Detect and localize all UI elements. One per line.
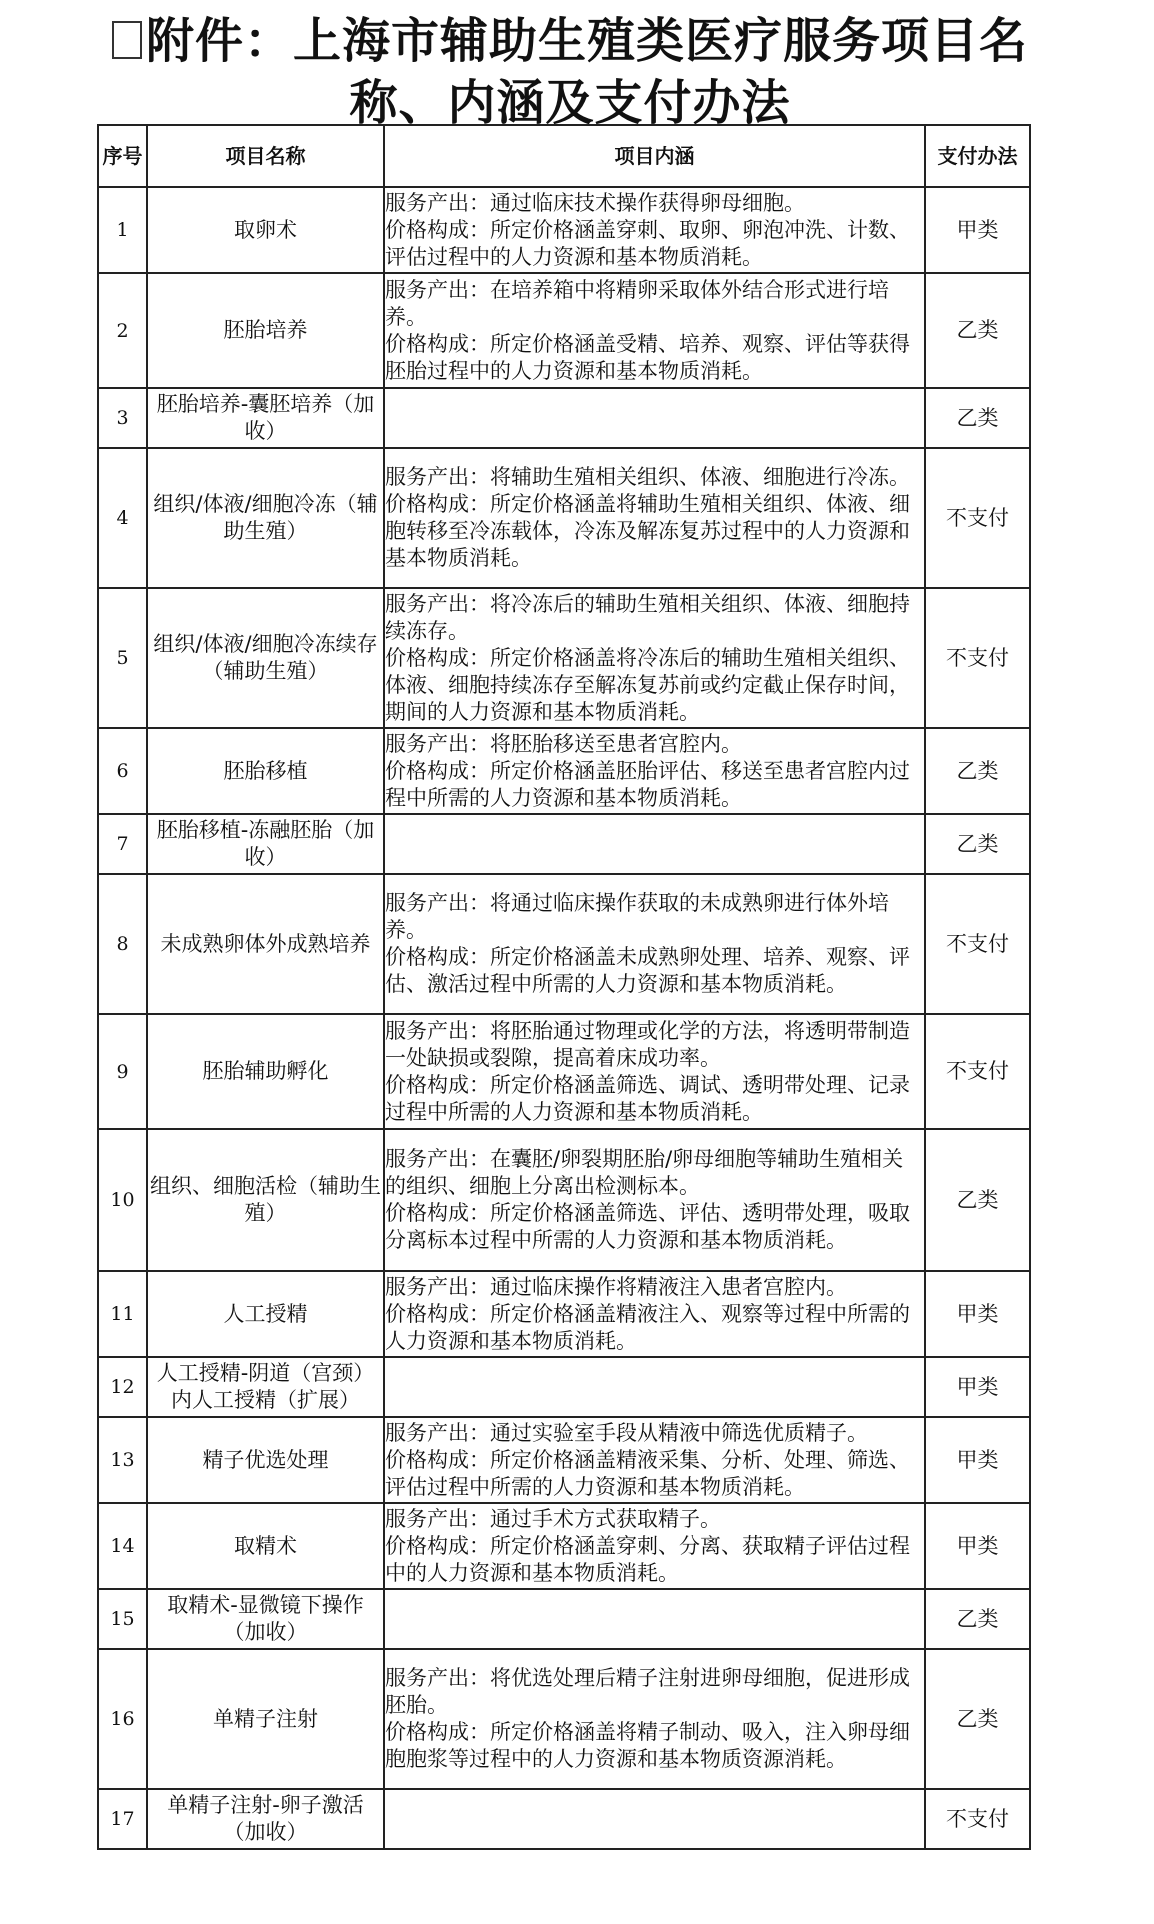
payment-method: 不支付: [925, 1014, 1030, 1129]
item-name: 人工授精-阴道（宫颈）内人工授精（扩展）: [147, 1357, 384, 1417]
item-content: 服务产出：将辅助生殖相关组织、体液、细胞进行冷冻。 价格构成：所定价格涵盖将辅助生殖相关组织、体液、细胞转移至冷冻载体，冷冻及解冻复苏过程中的人力资源和基本物质消耗。: [384, 448, 925, 588]
item-name: 取精术: [147, 1503, 384, 1589]
services-table: [97, 124, 1031, 1850]
item-content: 服务产出：将优选处理后精子注射进卵母细胞，促进形成胚胎。 价格构成：所定价格涵盖将精子制动、吸入，注入卵母细胞胞浆等过程中的人力资源和基本物质资源消耗。: [384, 1649, 925, 1789]
row-number: 15: [98, 1589, 147, 1649]
item-name: 胚胎移植: [147, 728, 384, 814]
payment-method: 甲类: [925, 187, 1030, 273]
table-row: [98, 588, 1030, 728]
table-row: [98, 1357, 1030, 1417]
row-number: 5: [98, 588, 147, 728]
payment-method: 不支付: [925, 874, 1030, 1014]
row-number: 1: [98, 187, 147, 273]
payment-method: 甲类: [925, 1271, 1030, 1357]
row-number: 12: [98, 1357, 147, 1417]
row-number: 16: [98, 1649, 147, 1789]
item-name: 组织/体液/细胞冷冻续存（辅助生殖）: [147, 588, 384, 728]
payment-method: 甲类: [925, 1417, 1030, 1503]
table-row: [98, 1503, 1030, 1589]
row-number: 3: [98, 388, 147, 448]
item-content: [384, 1789, 925, 1849]
table-row: [98, 1789, 1030, 1849]
row-number: 13: [98, 1417, 147, 1503]
item-name: 胚胎培养-囊胚培养（加收）: [147, 388, 384, 448]
row-number: 14: [98, 1503, 147, 1589]
item-content: 服务产出：通过手术方式获取精子。 价格构成：所定价格涵盖穿刺、分离、获取精子评估过程中的人力资源和基本物质消耗。: [384, 1503, 925, 1589]
title-line-2: 称、内涵及支付办法: [349, 75, 791, 131]
payment-method: 乙类: [925, 1649, 1030, 1789]
item-name: 取精术-显微镜下操作（加收）: [147, 1589, 384, 1649]
payment-method: 乙类: [925, 814, 1030, 874]
payment-method: 甲类: [925, 1503, 1030, 1589]
item-content: 服务产出：在培养箱中将精卵采取体外结合形式进行培养。 价格构成：所定价格涵盖受精、培养、观察、评估等获得胚胎过程中的人力资源和基本物质消耗。: [384, 273, 925, 388]
item-name: 胚胎培养: [147, 273, 384, 388]
table-row: [98, 728, 1030, 814]
empty-box-icon: [112, 21, 142, 59]
table-row: [98, 448, 1030, 588]
item-content: 服务产出：通过实验室手段从精液中筛选优质精子。 价格构成：所定价格涵盖精液采集、分析、处理、筛选、评估过程中所需的人力资源和基本物质消耗。: [384, 1417, 925, 1503]
payment-method: 不支付: [925, 1789, 1030, 1849]
table-row: [98, 874, 1030, 1014]
table-row: [98, 1271, 1030, 1357]
item-name: 组织、细胞活检（辅助生殖）: [147, 1129, 384, 1271]
row-number: 17: [98, 1789, 147, 1849]
payment-method: 乙类: [925, 728, 1030, 814]
table-row: [98, 1649, 1030, 1789]
item-content: [384, 814, 925, 874]
row-number: 4: [98, 448, 147, 588]
payment-method: 乙类: [925, 388, 1030, 448]
header-no: 序号: [98, 125, 147, 187]
header-content: 项目内涵: [384, 125, 925, 187]
payment-method: 甲类: [925, 1357, 1030, 1417]
title-line-1: 附件：上海市辅助生殖类医疗服务项目名: [110, 10, 1030, 72]
row-number: 6: [98, 728, 147, 814]
row-number: 8: [98, 874, 147, 1014]
payment-method: 不支付: [925, 448, 1030, 588]
table-row: [98, 1589, 1030, 1649]
document-title: [110, 10, 1030, 134]
item-name: 未成熟卵体外成熟培养: [147, 874, 384, 1014]
item-name: 组织/体液/细胞冷冻（辅助生殖）: [147, 448, 384, 588]
item-name: 取卵术: [147, 187, 384, 273]
item-content: 服务产出：将胚胎通过物理或化学的方法，将透明带制造一处缺损或裂隙，提高着床成功率。 价格构成：所定价格涵盖筛选、调试、透明带处理、记录过程中所需的人力资源和基本物质消耗。: [384, 1014, 925, 1129]
item-content: 服务产出：通过临床技术操作获得卵母细胞。 价格构成：所定价格涵盖穿刺、取卵、卵泡冲洗、计数、评估过程中的人力资源和基本物质消耗。: [384, 187, 925, 273]
header-pay: 支付办法: [925, 125, 1030, 187]
payment-method: 不支付: [925, 588, 1030, 728]
item-name: 胚胎辅助孵化: [147, 1014, 384, 1129]
table-row: [98, 187, 1030, 273]
table-row: [98, 388, 1030, 448]
payment-method: 乙类: [925, 273, 1030, 388]
item-name: 精子优选处理: [147, 1417, 384, 1503]
row-number: 9: [98, 1014, 147, 1129]
item-name: 人工授精: [147, 1271, 384, 1357]
table-body: [98, 187, 1030, 1849]
table-row: [98, 1014, 1030, 1129]
table-row: [98, 814, 1030, 874]
table-row: [98, 1417, 1030, 1503]
row-number: 11: [98, 1271, 147, 1357]
item-content: 服务产出：将胚胎移送至患者宫腔内。 价格构成：所定价格涵盖胚胎评估、移送至患者宫腔内过程中所需的人力资源和基本物质消耗。: [384, 728, 925, 814]
payment-method: 乙类: [925, 1589, 1030, 1649]
item-content: 服务产出：通过临床操作将精液注入患者宫腔内。 价格构成：所定价格涵盖精液注入、观察等过程中所需的人力资源和基本物质消耗。: [384, 1271, 925, 1357]
item-content: [384, 388, 925, 448]
item-name: 胚胎移植-冻融胚胎（加收）: [147, 814, 384, 874]
item-name: 单精子注射: [147, 1649, 384, 1789]
item-content: 服务产出：将冷冻后的辅助生殖相关组织、体液、细胞持续冻存。 价格构成：所定价格涵盖将冷冻后的辅助生殖相关组织、体液、细胞持续冻存至解冻复苏前或约定截止保存时间，期间的人力资源和基本物质消耗。: [384, 588, 925, 728]
row-number: 10: [98, 1129, 147, 1271]
header-name: 项目名称: [147, 125, 384, 187]
payment-method: 乙类: [925, 1129, 1030, 1271]
table-row: [98, 1129, 1030, 1271]
item-content: 服务产出：将通过临床操作获取的未成熟卵进行体外培养。 价格构成：所定价格涵盖未成熟卵处理、培养、观察、评估、激活过程中所需的人力资源和基本物质消耗。: [384, 874, 925, 1014]
item-content: [384, 1357, 925, 1417]
row-number: 7: [98, 814, 147, 874]
item-content: [384, 1589, 925, 1649]
table-row: [98, 273, 1030, 388]
item-name: 单精子注射-卵子激活（加收）: [147, 1789, 384, 1849]
item-content: 服务产出：在囊胚/卵裂期胚胎/卵母细胞等辅助生殖相关的组织、细胞上分离出检测标本。 价格构成：所定价格涵盖筛选、评估、透明带处理，吸取分离标本过程中所需的人力资源和基本物质消耗。: [384, 1129, 925, 1271]
row-number: 2: [98, 273, 147, 388]
table-header-row: [98, 125, 1030, 187]
